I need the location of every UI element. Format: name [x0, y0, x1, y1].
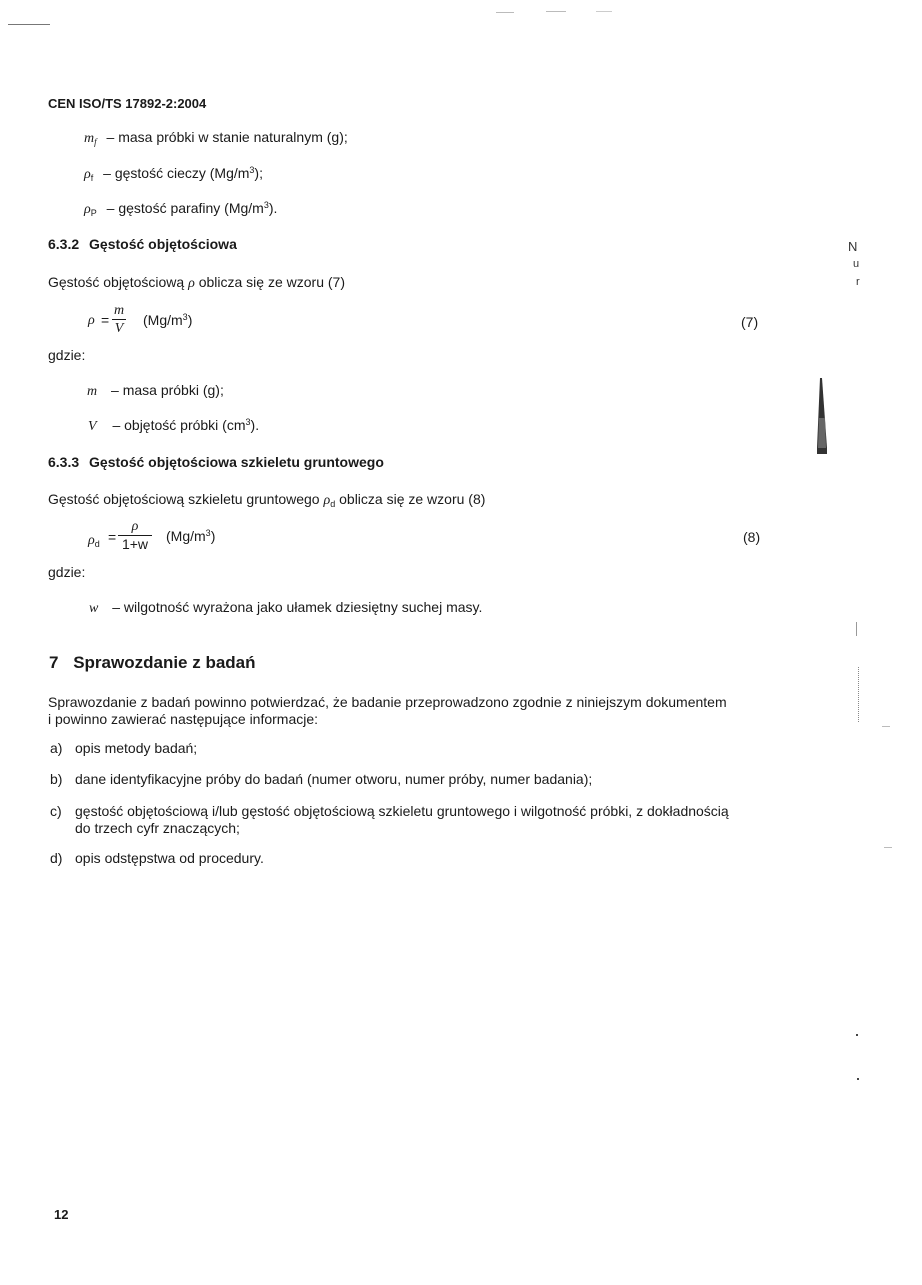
list-item	[50, 803, 729, 819]
equation-7-fraction	[112, 303, 126, 336]
section-7-intro-line1: Sprawozdanie z badań powinno potwierdzać, że badanie przeprowadzono zgodnie z niniejszym dokumentem	[48, 694, 727, 710]
superscript: 3	[245, 417, 251, 427]
definition-text: – wilgotność wyrażona jako ułamek dziesiętny suchej masy.	[112, 599, 483, 615]
list-text: gęstość objętościową i/lub gęstość objętościową szkieletu gruntowego i wilgotność próbki, z dokładnością	[75, 803, 729, 819]
equation-8-equals: =	[108, 529, 117, 545]
list-item	[50, 740, 197, 756]
section-633-heading	[48, 454, 384, 470]
symbol-rho: ρ	[84, 167, 91, 182]
section-632-heading	[48, 236, 237, 252]
equation-8-lhs: $\rho_d$	[88, 533, 100, 549]
where-label: gdzie:	[48, 564, 86, 580]
binding-clip-mark	[815, 378, 829, 456]
symbol-m: m	[84, 131, 95, 146]
scan-speck	[884, 847, 892, 848]
margin-mark: r	[856, 276, 860, 288]
section-632-intro	[48, 274, 345, 292]
list-text: opis metody badań;	[75, 740, 198, 756]
section-number: 6.3.3	[48, 454, 80, 470]
scan-speck	[856, 1034, 858, 1036]
section-title: Sprawozdanie z badań	[73, 653, 256, 672]
margin-mark: u	[853, 258, 860, 270]
section-633-intro	[48, 491, 485, 509]
intro-text: Gęstość objętościową	[48, 274, 185, 290]
definition-rho-p	[84, 200, 277, 218]
section-title: Gęstość objętościowa	[89, 236, 237, 252]
equation-7-unit: $(Mg/m^3)$	[143, 312, 193, 328]
equation-8-number: (8)	[743, 529, 761, 545]
definition-text-end: ).	[268, 200, 278, 216]
section-7-intro-line2: i powinno zawierać następujące informacje:	[48, 711, 319, 727]
superscript: 3	[249, 165, 255, 175]
symbol-w: w	[89, 601, 99, 616]
section-title: Gęstość objętościowa szkieletu gruntowego	[89, 454, 384, 470]
definition-rho-f	[84, 165, 263, 183]
definition-mf	[84, 129, 348, 147]
definition-text-end: );	[254, 165, 263, 181]
definition-text: – masa próbki w stanie naturalnym (g);	[106, 129, 348, 145]
definition-w	[89, 599, 482, 617]
definition-text: – gęstość parafiny (Mg/m	[106, 200, 264, 216]
denominator: V	[114, 321, 124, 336]
scan-speck	[856, 622, 857, 636]
definition-v	[88, 417, 259, 435]
section-7-heading	[49, 653, 256, 673]
denominator: 1+w	[121, 536, 149, 552]
symbol-rho: ρ	[323, 493, 331, 508]
list-marker: b)	[50, 771, 63, 787]
page-number: 12	[54, 1207, 69, 1222]
list-item	[50, 850, 264, 866]
definition-text: – gęstość cieczy (Mg/m	[103, 165, 250, 181]
definition-text: – masa próbki (g);	[111, 382, 224, 398]
intro-text-end: oblicza się ze wzoru (7)	[198, 274, 345, 290]
symbol-v: V	[88, 419, 97, 434]
subscript-p: P	[90, 208, 97, 218]
standard-id: CEN ISO/TS 17892-2:2004	[48, 96, 207, 111]
superscript: 3	[263, 200, 269, 210]
equation-8-unit: $(Mg/m^3)$	[166, 528, 216, 544]
equation-7-number: (7)	[741, 314, 759, 330]
scan-artifact-line	[596, 11, 612, 12]
symbol-m: m	[87, 384, 98, 399]
list-text: dane identyfikacyjne próby do badań (numer otworu, numer próby, numer badania);	[75, 771, 593, 787]
section-number: 6.3.2	[48, 236, 80, 252]
scan-speck	[857, 1078, 859, 1080]
section-number: 7	[49, 653, 59, 672]
list-marker: a)	[50, 740, 63, 756]
intro-text: Gęstość objętościową szkieletu gruntowego	[48, 491, 320, 507]
subscript-f: f	[90, 173, 94, 183]
scan-speck	[858, 667, 867, 722]
symbol-rho: ρ	[188, 276, 195, 291]
subscript-f: f	[94, 137, 97, 147]
equation-8-fraction	[118, 519, 152, 552]
list-item-continuation: do trzech cyfr znaczących;	[75, 820, 240, 836]
equation-7-equals: =	[101, 312, 110, 328]
list-marker: c)	[50, 803, 62, 819]
symbol-rho: ρ	[84, 202, 91, 217]
scan-artifact-line	[546, 11, 566, 12]
scan-artifact-line	[496, 12, 514, 13]
definition-text: – objętość próbki (cm	[112, 417, 246, 433]
subscript-d: d	[330, 499, 336, 509]
intro-text-end: oblicza się ze wzoru (8)	[339, 491, 486, 507]
scan-speck	[882, 726, 890, 727]
numerator: ρ	[131, 519, 139, 534]
list-text: opis odstępstwa od procedury.	[75, 850, 264, 866]
fraction-bar	[112, 319, 126, 320]
margin-mark: N	[848, 239, 858, 254]
scan-artifact-line	[8, 24, 50, 25]
list-marker: d)	[50, 850, 63, 866]
where-label: gdzie:	[48, 347, 86, 363]
list-item	[50, 771, 592, 787]
equation-7-lhs: ρ	[88, 313, 95, 328]
definition-text-end: ).	[250, 417, 260, 433]
definition-m	[87, 382, 224, 400]
numerator: m	[113, 303, 125, 318]
